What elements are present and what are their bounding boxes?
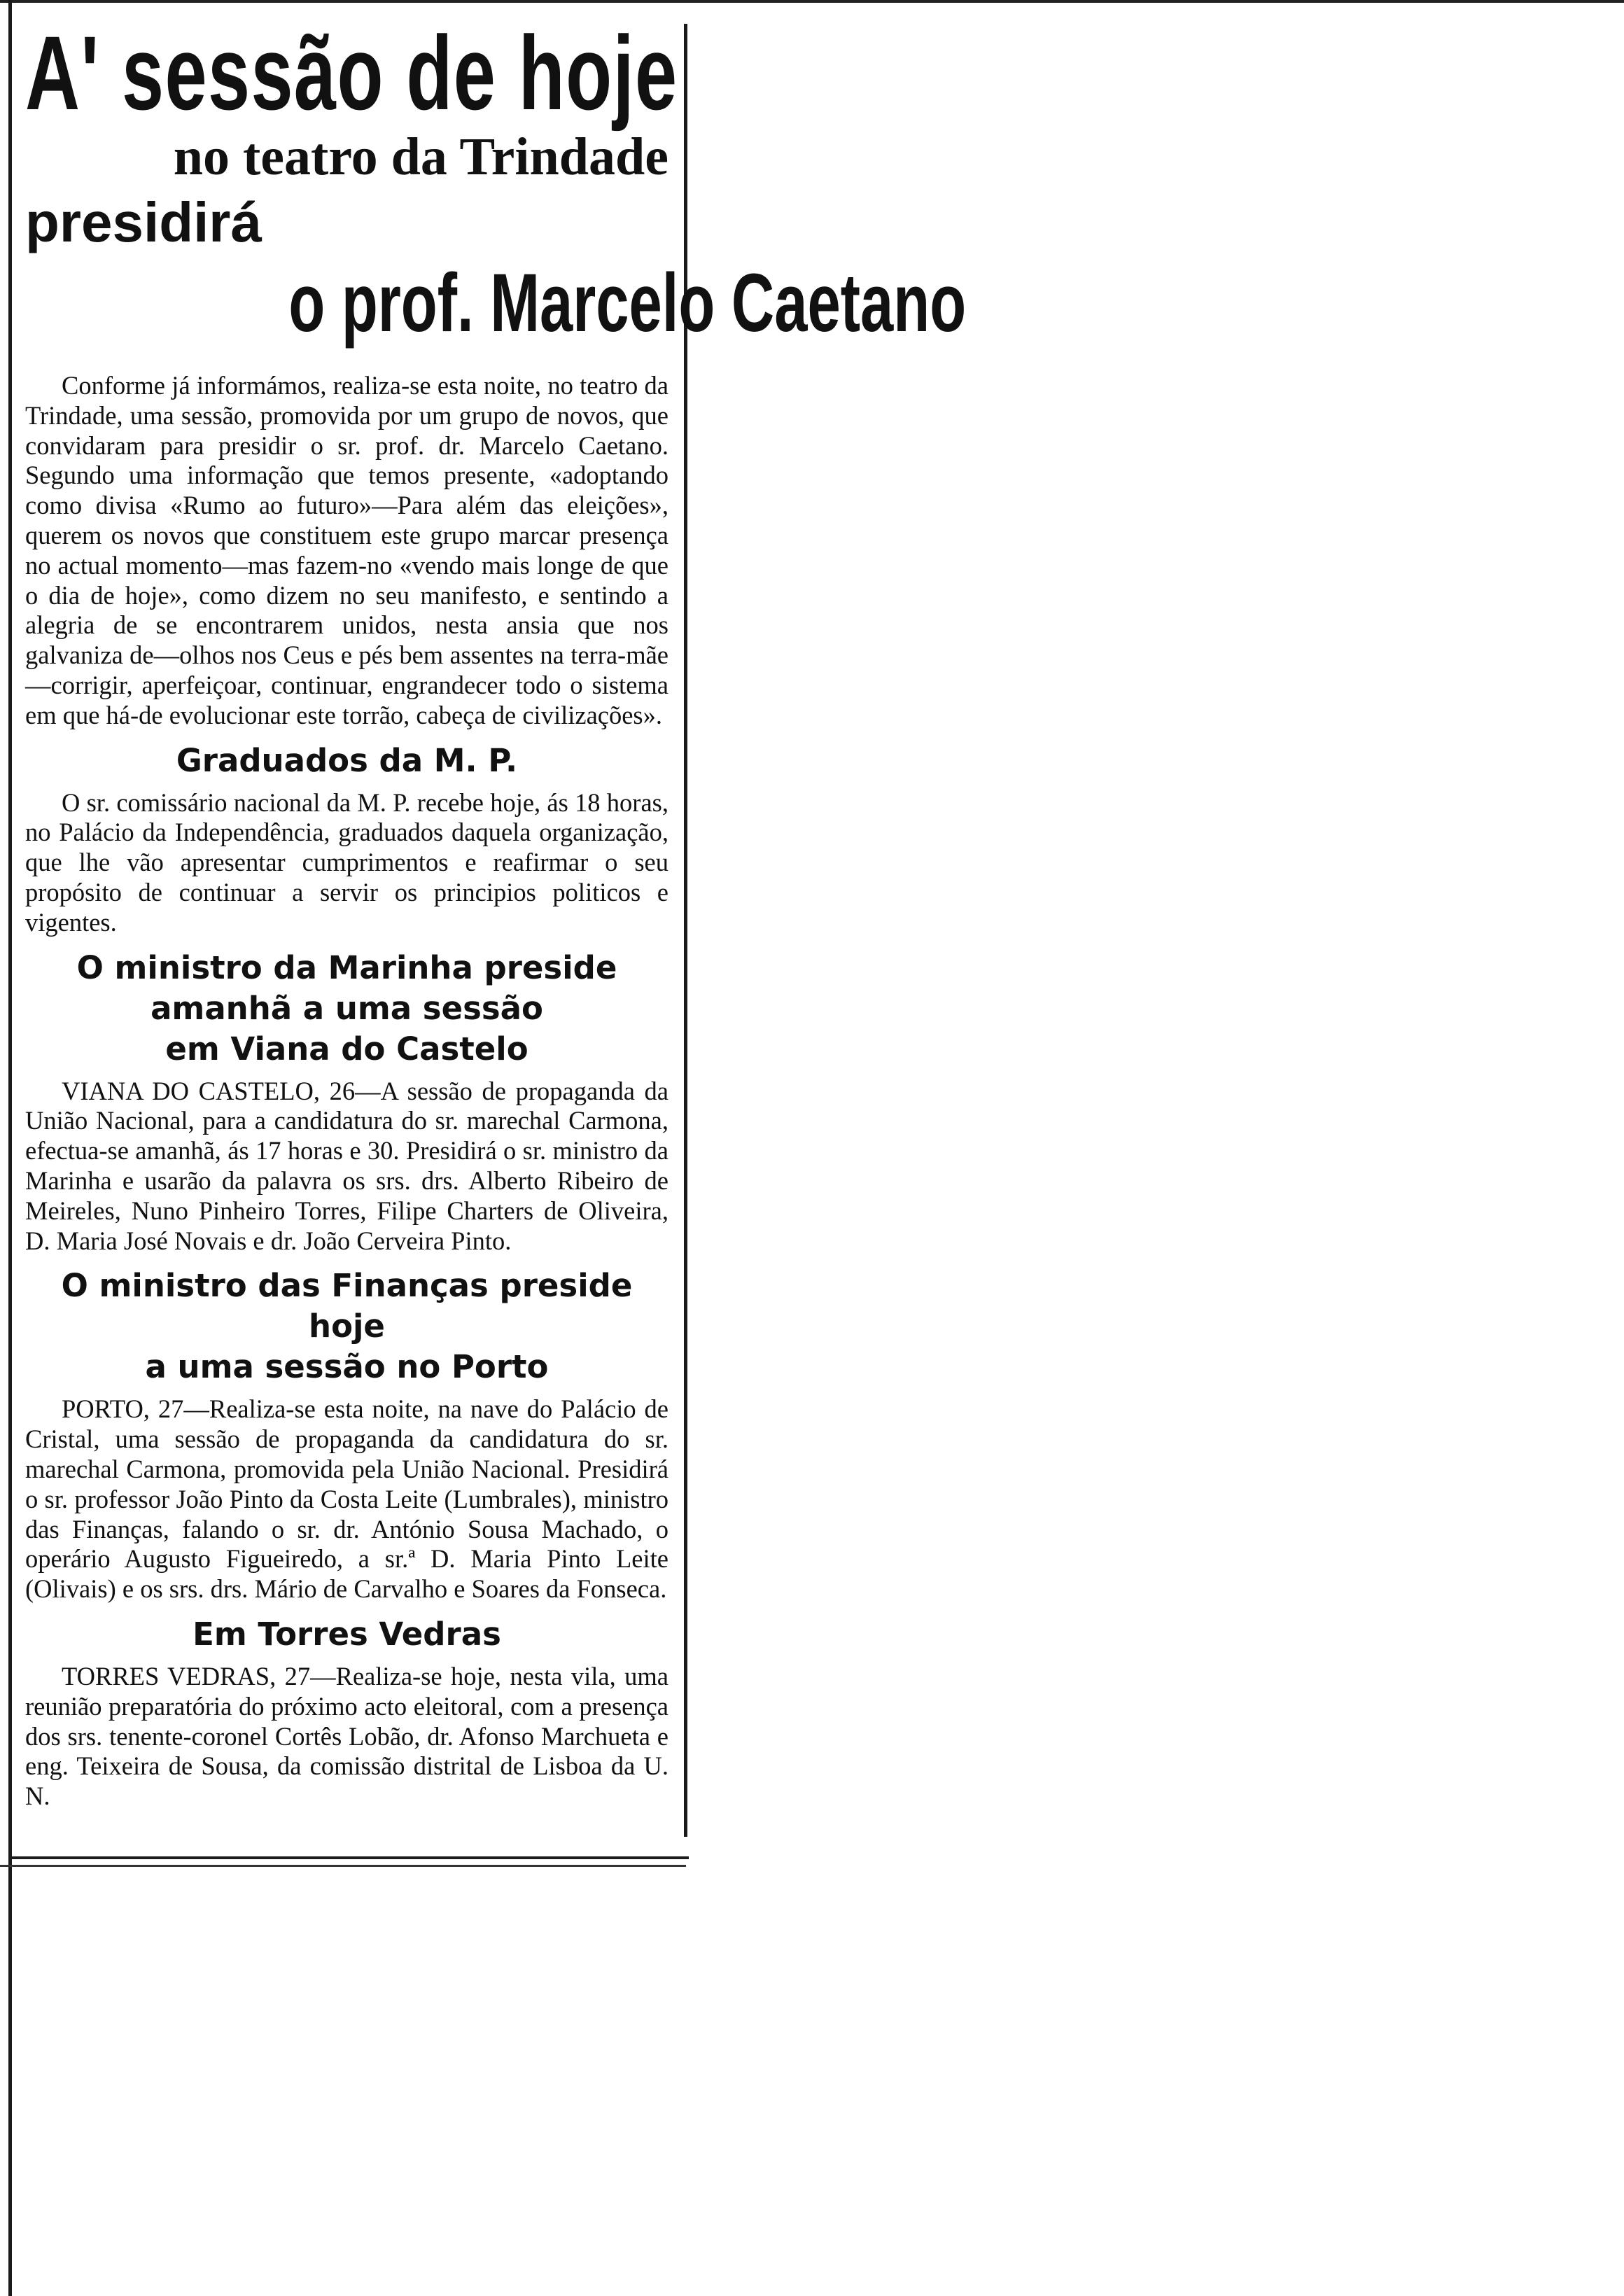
section-heading-torres-vedras: Em Torres Vedras [192, 1615, 501, 1653]
section-heading-financas: O ministro das Finanças preside hoje a uma sessão no Porto [61, 1267, 633, 1386]
section-body-marinha: VIANA DO CASTELO, 26—A sessão de propaganda da União Nacional, para a candidatura do sr. marechal Carmona, efectua-se amanhã, ás 17 horas e 30. Presidirá o sr. ministro da Marinha e usarão da palavra os srs. drs. Alberto Ribeiro de Meireles, Nuno Pinheiro Torres, Filipe Charters de Oliveira, D. Maria José Novais e dr. João Cerveira Pinto. [25, 1076, 668, 1255]
headline-marcelo-caetano [25, 257, 967, 349]
intro-paragraph: Conforme já informámos, realiza-se esta noite, no teatro da Trindade, uma sessão, promovida por um grupo de novos, que convidaram para presidir o sr. prof. dr. Marcelo Caetano. Segundo uma informação que temos presente, «adoptando como divisa «Rumo ao futuro»—Para além das eleições», querem os novos que constituem este grupo marcar presença no actual momento—mas fazem-no «vendo mais longe de que o dia de hoje», como dizem no seu manifesto, e sentindo a alegria de se encontrarem unidos, nesta ansia que nos galvaniza de—olhos nos Ceus e pés bem assentes na terra-mãe—corrigir, aperfeiçoar, continuar, engrandecer todo o sistema em que há-de evolucionar este torrão, cabeça de civilizações». [25, 371, 668, 729]
headline-marcelo-caetano-text: o prof. Marcelo Caetano [288, 257, 967, 349]
newspaper-column [17, 14, 967, 1837]
column-bottom-rule [8, 1856, 689, 1859]
section-heading-graduados: Graduados da M. P. [176, 741, 518, 779]
headline-subline: no teatro da Trindade [173, 127, 668, 186]
headline-presidira: presidirá [25, 191, 262, 253]
section-body-graduados: O sr. comissário nacional da M. P. recebe hoje, ás 18 horas, no Palácio da Independência, graduados daquela organização, que lhe vão apresentar cumprimentos e reafirmar o seu propósito de continuar a servir os principios politicos e vigentes. [25, 788, 668, 937]
headline-main: A' sessão de hoje [25, 14, 678, 132]
left-column-rule [8, 0, 12, 2296]
page-bottom-rule [0, 1865, 686, 1867]
section-body-financas: PORTO, 27—Realiza-se esta noite, na nave do Palácio de Cristal, uma sessão de propaganda da candidatura do sr. marechal Carmona, promovida pela União Nacional. Presidirá o sr. professor João Pinto da Costa Leite (Lumbrales), ministro das Finanças, falando o sr. dr. António Sousa Machado, o operário Augusto Figueiredo, a sr.ª D. Maria Pinto Leite (Olivais) e os srs. drs. Mário de Carvalho e Soares da Fonseca. [25, 1394, 668, 1604]
section-heading-marinha: O ministro da Marinha preside amanhã a uma sessão em Viana do Castelo [76, 948, 617, 1068]
top-rule [0, 0, 1624, 3]
section-body-torres-vedras: TORRES VEDRAS, 27—Realiza-se hoje, nesta vila, uma reunião preparatória do próximo acto eleitoral, com a presença dos srs. tenente-coronel Cortês Lobão, dr. Afonso Marchueta e eng. Teixeira de Sousa, da comissão distrital de Lisboa da U. N. [25, 1661, 668, 1811]
